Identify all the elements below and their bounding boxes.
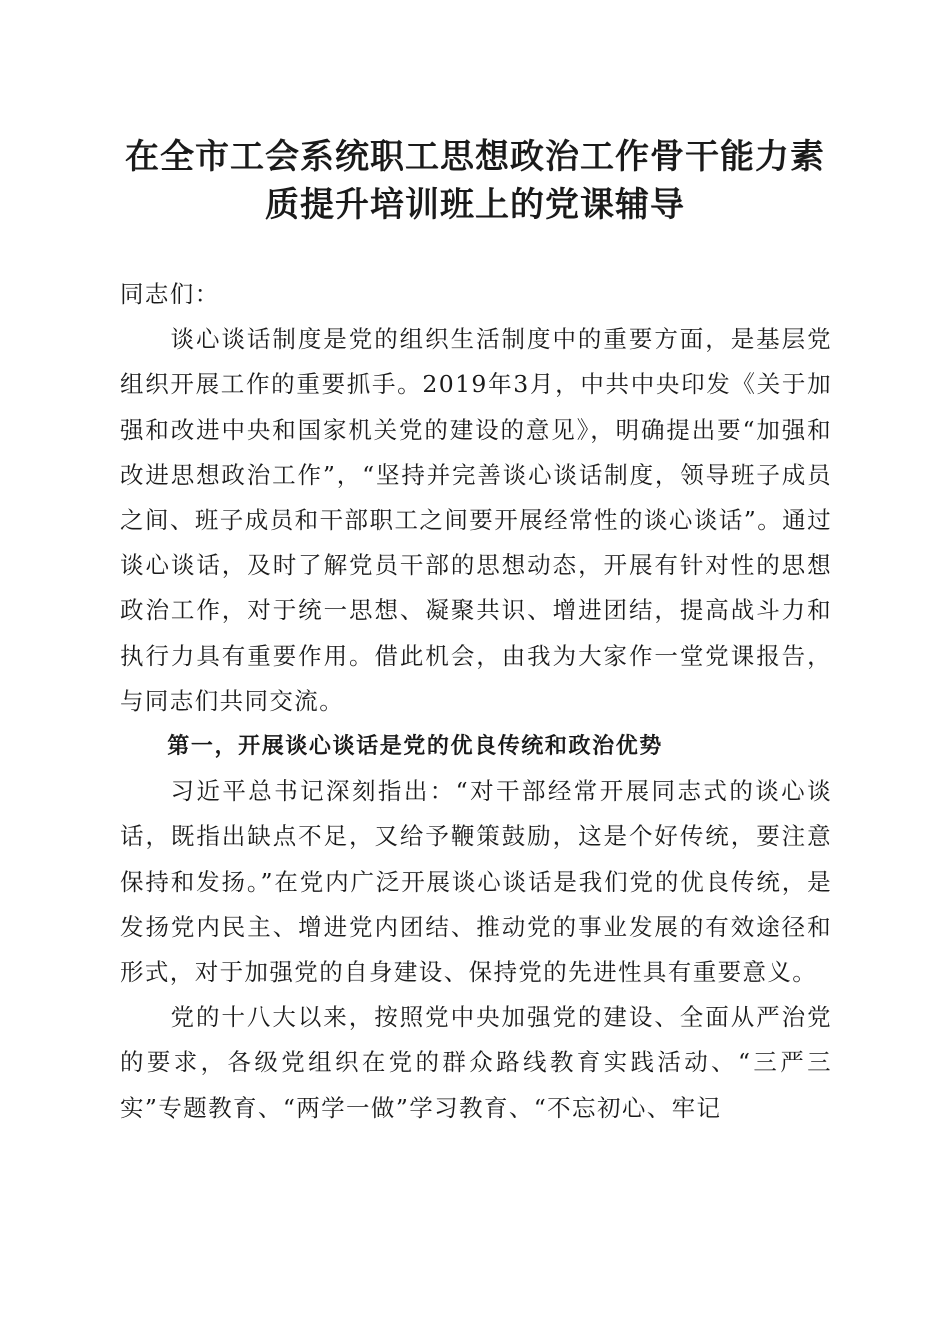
title-line-1: 在全市工会系统职工思想政治工作骨干能力素 [125,137,825,177]
salutation: 同志们： [120,280,220,308]
title-line-2: 质提升培训班上的党课辅导 [265,185,685,225]
document-title [100,133,850,229]
paragraph-section1-b: 党的十八大以来，按照党中央加强党的建设、全面从严治党的要求，各级党组织在党的群众路线教育实践活动、“三严三实”专题教育、“两学一做”学习教育、“不忘初心、牢记 [120,1003,832,1122]
section-heading-1: 第一，开展谈心谈话是党的优良传统和政治优势 [167,734,663,760]
document-body [120,272,832,1131]
paragraph-section1-a: 习近平总书记深刻指出：“对干部经常开展同志式的谈心谈话，既指出缺点不足，又给予鞭策鼓励，这是个好传统，要注意保持和发扬。”在党内广泛开展谈心谈话是我们党的优良传统，是发扬党内民主、增进党内团结、推动党的事业发展的有效途径和形式，对于加强党的自身建设、保持党的先进性具有重要意义。 [120,777,832,987]
paragraph-intro: 谈心谈话制度是党的组织生活制度中的重要方面，是基层党组织开展工作的重要抓手。2019年3月，中共中央印发《关于加强和改进中央和国家机关党的建设的意见》，明确提出要“加强和改进思想政治工作”，“坚持并完善谈心谈话制度，领导班子成员之间、班子成员和干部职工之间要开展经常性的谈心谈话”。通过谈心谈话，及时了解党员干部的思想动态，开展有针对性的思想政治工作，对于统一思想、凝聚共识、增进团结，提高战斗力和执行力具有重要作用。借此机会，由我为大家作一堂党课报告，与同志们共同交流。 [120,325,832,715]
